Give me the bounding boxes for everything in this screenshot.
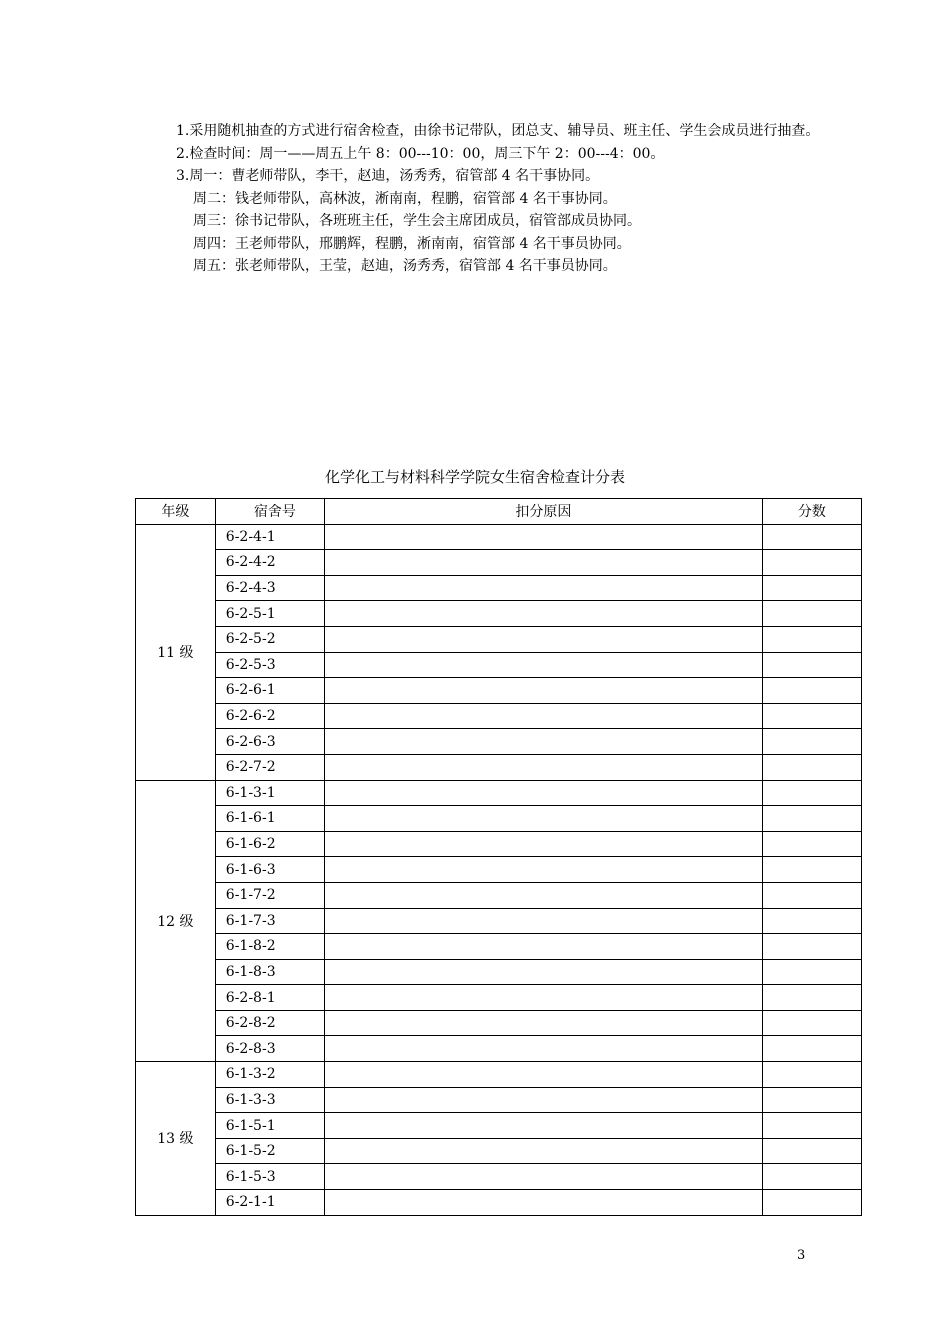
table-row — [136, 1062, 862, 1088]
reason-cell[interactable] — [325, 831, 763, 857]
score-cell[interactable] — [762, 780, 861, 806]
reason-cell[interactable] — [325, 1190, 763, 1216]
reason-cell[interactable] — [325, 703, 763, 729]
room-cell: 6-2-5-3 — [215, 652, 324, 678]
reason-cell[interactable] — [325, 550, 763, 576]
score-cell[interactable] — [762, 1036, 861, 1062]
reason-cell[interactable] — [325, 882, 763, 908]
reason-cell[interactable] — [325, 1087, 763, 1113]
table-row — [136, 754, 862, 780]
table-row — [136, 1087, 862, 1113]
table-row — [136, 678, 862, 704]
table-row — [136, 575, 862, 601]
grade-cell: 11 级 — [136, 524, 216, 780]
score-cell[interactable] — [762, 1113, 861, 1139]
score-cell[interactable] — [762, 1010, 861, 1036]
score-cell[interactable] — [762, 703, 861, 729]
score-cell[interactable] — [762, 754, 861, 780]
room-cell: 6-1-3-2 — [215, 1062, 324, 1088]
header-grade: 年级 — [136, 499, 216, 525]
score-cell[interactable] — [762, 1062, 861, 1088]
paragraph-3: 3.周一：曹老师带队，李干，赵迪，汤秀秀，宿管部 4 名干事协同。 — [176, 168, 600, 184]
score-cell[interactable] — [762, 1190, 861, 1216]
table-header-row — [136, 499, 862, 525]
score-cell[interactable] — [762, 729, 861, 755]
table-row — [136, 806, 862, 832]
room-cell: 6-2-5-2 — [215, 626, 324, 652]
score-cell[interactable] — [762, 601, 861, 627]
room-cell: 6-1-7-2 — [215, 882, 324, 908]
room-cell: 6-1-8-3 — [215, 959, 324, 985]
score-cell[interactable] — [762, 985, 861, 1011]
table-row — [136, 601, 862, 627]
score-cell[interactable] — [762, 806, 861, 832]
room-cell: 6-1-5-3 — [215, 1164, 324, 1190]
grade-cell: 12 级 — [136, 780, 216, 1062]
reason-cell[interactable] — [325, 524, 763, 550]
score-cell[interactable] — [762, 626, 861, 652]
score-cell[interactable] — [762, 1087, 861, 1113]
table-row — [136, 524, 862, 550]
table-row — [136, 857, 862, 883]
room-cell: 6-1-6-3 — [215, 857, 324, 883]
room-cell: 6-2-6-3 — [215, 729, 324, 755]
room-cell: 6-2-7-2 — [215, 754, 324, 780]
grade-cell: 13 级 — [136, 1062, 216, 1216]
room-cell: 6-1-3-1 — [215, 780, 324, 806]
score-cell[interactable] — [762, 575, 861, 601]
room-cell: 6-2-5-1 — [215, 601, 324, 627]
paragraph-thursday: 周四：王老师带队，邢鹏辉，程鹏，淅南南，宿管部 4 名干事员协同。 — [193, 235, 631, 252]
reason-cell[interactable] — [325, 626, 763, 652]
reason-cell[interactable] — [325, 754, 763, 780]
paragraph-tuesday: 周二：钱老师带队，高林波，淅南南，程鹏，宿管部 4 名干事协同。 — [193, 190, 617, 207]
page-number: 3 — [797, 1248, 806, 1263]
score-cell[interactable] — [762, 524, 861, 550]
room-cell: 6-2-8-2 — [215, 1010, 324, 1036]
score-cell[interactable] — [762, 1138, 861, 1164]
reason-cell[interactable] — [325, 1036, 763, 1062]
score-cell[interactable] — [762, 550, 861, 576]
reason-cell[interactable] — [325, 678, 763, 704]
score-cell[interactable] — [762, 831, 861, 857]
table-row — [136, 729, 862, 755]
room-cell: 6-2-1-1 — [215, 1190, 324, 1216]
score-cell[interactable] — [762, 678, 861, 704]
table-row — [136, 1036, 862, 1062]
reason-cell[interactable] — [325, 652, 763, 678]
score-cell[interactable] — [762, 934, 861, 960]
reason-cell[interactable] — [325, 1113, 763, 1139]
reason-cell[interactable] — [325, 806, 763, 832]
reason-cell[interactable] — [325, 729, 763, 755]
score-table — [135, 498, 862, 1216]
reason-cell[interactable] — [325, 908, 763, 934]
table-row — [136, 959, 862, 985]
table-row — [136, 652, 862, 678]
reason-cell[interactable] — [325, 780, 763, 806]
table-row — [136, 908, 862, 934]
table-row — [136, 626, 862, 652]
score-cell[interactable] — [762, 882, 861, 908]
header-score: 分数 — [762, 499, 861, 525]
room-cell: 6-1-7-3 — [215, 908, 324, 934]
room-cell: 6-2-8-1 — [215, 985, 324, 1011]
score-cell[interactable] — [762, 1164, 861, 1190]
paragraph-wednesday: 周三：徐书记带队，各班班主任，学生会主席团成员，宿管部成员协同。 — [193, 213, 641, 229]
table-row — [136, 1190, 862, 1216]
table-row — [136, 780, 862, 806]
room-cell: 6-2-4-2 — [215, 550, 324, 576]
room-cell: 6-1-6-1 — [215, 806, 324, 832]
room-cell: 6-1-3-3 — [215, 1087, 324, 1113]
table-title: 化学化工与材料科学学院女生宿舍检查计分表 — [324, 468, 625, 486]
table-row — [136, 985, 862, 1011]
table-row — [136, 1164, 862, 1190]
table-body — [136, 524, 862, 1215]
header-room: 宿舍号 — [215, 499, 324, 525]
room-cell: 6-1-8-2 — [215, 934, 324, 960]
instructions — [143, 120, 823, 278]
header-reason: 扣分原因 — [325, 499, 763, 525]
paragraph-2: 2.检查时间：周一——周五上午 8：00---10：00，周三下午 2：00---4：00。 — [176, 145, 665, 162]
reason-cell[interactable] — [325, 985, 763, 1011]
reason-cell[interactable] — [325, 601, 763, 627]
room-cell: 6-1-5-2 — [215, 1138, 324, 1164]
table-row — [136, 550, 862, 576]
reason-cell[interactable] — [325, 959, 763, 985]
table-row — [136, 1010, 862, 1036]
score-cell[interactable] — [762, 959, 861, 985]
room-cell: 6-2-6-1 — [215, 678, 324, 704]
paragraph-friday: 周五：张老师带队，王莹，赵迪，汤秀秀，宿管部 4 名干事员协同。 — [193, 258, 617, 274]
reason-cell[interactable] — [325, 1010, 763, 1036]
room-cell: 6-2-4-3 — [215, 575, 324, 601]
score-cell[interactable] — [762, 857, 861, 883]
score-cell[interactable] — [762, 908, 861, 934]
reason-cell[interactable] — [325, 857, 763, 883]
table-row — [136, 934, 862, 960]
room-cell: 6-2-8-3 — [215, 1036, 324, 1062]
table-row — [136, 703, 862, 729]
reason-cell[interactable] — [325, 934, 763, 960]
room-cell: 6-2-6-2 — [215, 703, 324, 729]
reason-cell[interactable] — [325, 575, 763, 601]
room-cell: 6-2-4-1 — [215, 524, 324, 550]
reason-cell[interactable] — [325, 1062, 763, 1088]
reason-cell[interactable] — [325, 1164, 763, 1190]
room-cell: 6-1-6-2 — [215, 831, 324, 857]
paragraph-1: 1.采用随机抽查的方式进行宿舍检查，由徐书记带队，团总支、辅导员、班主任、学生会成员进行抽查。 — [176, 123, 820, 139]
table-row — [136, 882, 862, 908]
table-row — [136, 1113, 862, 1139]
room-cell: 6-1-5-1 — [215, 1113, 324, 1139]
reason-cell[interactable] — [325, 1138, 763, 1164]
table-row — [136, 831, 862, 857]
table-row — [136, 1138, 862, 1164]
score-cell[interactable] — [762, 652, 861, 678]
